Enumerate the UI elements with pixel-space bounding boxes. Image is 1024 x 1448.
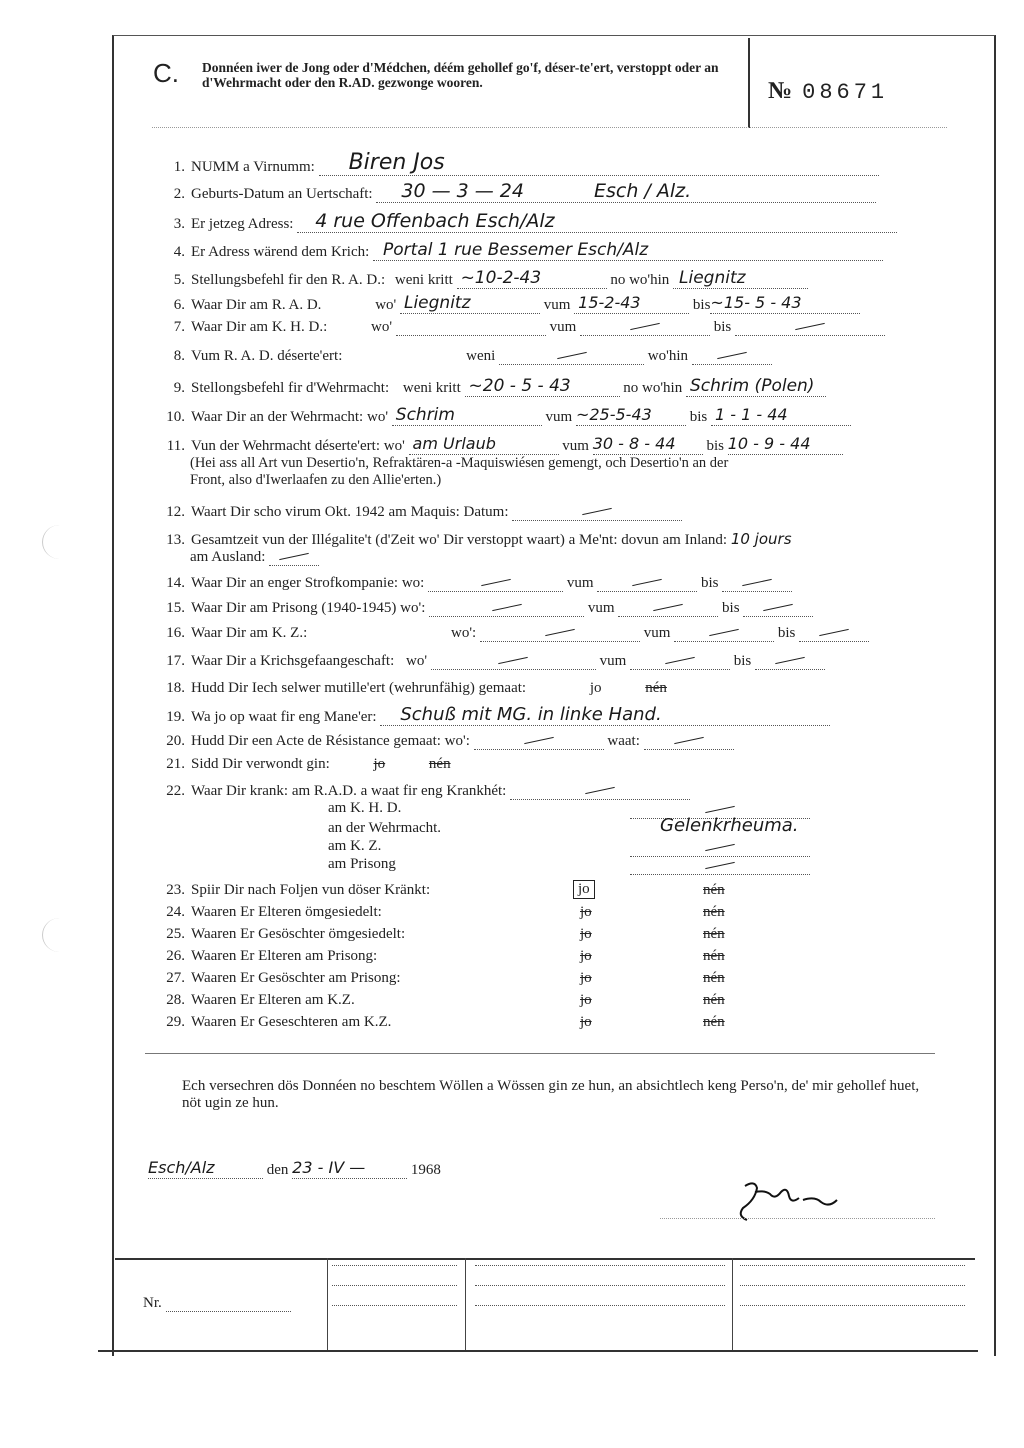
signoff-place: Esch/Alz bbox=[148, 1158, 215, 1177]
field-label: Waar Dir krank: am R.A.D. a waat fir eng Krankhét: bbox=[191, 783, 507, 799]
when-label: weni bbox=[466, 348, 496, 364]
illness-kz-field[interactable] bbox=[630, 838, 810, 857]
header-divider bbox=[748, 38, 750, 128]
field-label: Waar Dir a Krichsgefaangeschaft: bbox=[191, 653, 395, 669]
to-label: bis bbox=[722, 600, 740, 616]
mutilation-method: Schuß mit MG. in linke Hand. bbox=[400, 704, 662, 725]
field-22 bbox=[155, 782, 945, 800]
wehrmacht-destination: Schrim (Polen) bbox=[689, 376, 815, 396]
field-number: 15. bbox=[166, 600, 185, 616]
punch-hole bbox=[42, 525, 77, 559]
strafkompanie-from-field[interactable] bbox=[597, 574, 697, 592]
field-number: 20. bbox=[166, 733, 185, 749]
pow-to-field[interactable] bbox=[755, 652, 825, 670]
field-number: 4. bbox=[173, 244, 185, 260]
desertion-place-field[interactable] bbox=[409, 434, 559, 455]
field-number: 1. bbox=[173, 159, 185, 175]
illness-wehrmacht-label: an der Wehrmacht. bbox=[328, 820, 442, 836]
field-17 bbox=[155, 652, 945, 670]
field-label: Gesamtzeit vun der Illégalite't (d'Zeit wo' Dir verstoppt waart) a Me'nt: dovun am Inland: bbox=[191, 532, 728, 548]
footer-field[interactable] bbox=[475, 1305, 725, 1306]
current-address-field[interactable] bbox=[297, 210, 897, 233]
birth-date: 30 — 3 — 24 bbox=[401, 180, 524, 202]
field-23 bbox=[155, 882, 945, 899]
where-label: wo' bbox=[371, 319, 393, 335]
to-label: bis bbox=[777, 625, 796, 641]
blank-dash bbox=[557, 352, 587, 359]
field-26 bbox=[155, 948, 945, 965]
desertion-from-field[interactable] bbox=[593, 434, 703, 455]
blank-dash bbox=[705, 806, 735, 813]
blank-dash bbox=[545, 629, 575, 636]
self-mutilation-no[interactable]: nén bbox=[645, 680, 667, 696]
field-label: Spiir Dir nach Foljen vun döser Kränkt: bbox=[191, 882, 431, 898]
field-label: Waar Dir am R. A. D. bbox=[191, 297, 322, 313]
section-letter: C. bbox=[153, 58, 179, 88]
field-20 bbox=[155, 732, 945, 750]
abroad-field[interactable] bbox=[269, 548, 319, 566]
field-number: 2. bbox=[173, 186, 185, 202]
pow-from-field[interactable] bbox=[630, 652, 730, 670]
field-label: Waaren Er Geseschteren am K.Z. bbox=[191, 1014, 392, 1030]
abroad-label: am Ausland: bbox=[190, 549, 266, 565]
parents-kz-no[interactable]: nén bbox=[703, 992, 725, 1008]
blank-dash bbox=[499, 657, 529, 664]
to-label: bis bbox=[706, 438, 724, 454]
field-number: 13. bbox=[166, 532, 185, 548]
date-label: Datum: bbox=[463, 504, 509, 520]
field-label: Waaren Er Gesöschter am Prisong: bbox=[191, 970, 401, 986]
parents-prison-no[interactable]: nén bbox=[703, 948, 725, 964]
where-label: wo'hin bbox=[647, 348, 688, 364]
to-label: bis bbox=[713, 319, 732, 335]
field-label: Waart Dir scho virum Okt. 1942 am Maquis: bbox=[191, 504, 460, 520]
parents-prison-yes[interactable]: jo bbox=[580, 948, 592, 964]
field-number: 25. bbox=[166, 926, 185, 942]
kz-place-field[interactable] bbox=[480, 624, 640, 642]
field-number: 7. bbox=[173, 319, 185, 335]
field-29 bbox=[155, 1014, 945, 1031]
when-label: weni kritt bbox=[394, 272, 453, 288]
parents-kz-yes[interactable]: jo bbox=[580, 992, 592, 1008]
section-title: Donnéen iwer de Jong oder d'Médchen, déém gehollef go'f, déser-te'ert, verstoppt oder an d'Wehrmacht oder den R.AD. gezwonge wooren. bbox=[202, 60, 719, 90]
siblings-resettled-yes[interactable]: jo bbox=[580, 926, 592, 942]
signoff-line bbox=[148, 1158, 441, 1179]
signoff-date-field[interactable] bbox=[292, 1158, 407, 1179]
field-label: Waar Dir am Prisong (1940-1945) bbox=[191, 600, 397, 616]
blank-dash bbox=[742, 579, 772, 586]
siblings-prison-no[interactable]: nén bbox=[703, 970, 725, 986]
field-number: 27. bbox=[166, 970, 185, 986]
field-number: 12. bbox=[166, 504, 185, 520]
field-10 bbox=[155, 405, 945, 426]
khd-to-field[interactable] bbox=[735, 318, 885, 336]
field-number: 28. bbox=[166, 992, 185, 1008]
footer-field[interactable] bbox=[740, 1305, 965, 1306]
rad-place: Liegnitz bbox=[403, 293, 471, 313]
where-label: wo' bbox=[406, 653, 428, 669]
footer-field[interactable] bbox=[332, 1265, 457, 1266]
siblings-resettled-no[interactable]: nén bbox=[703, 926, 725, 942]
when-label: weni kritt bbox=[402, 380, 461, 396]
field-label: NUMM a Virnumm: bbox=[191, 159, 315, 175]
bottom-rule bbox=[98, 1350, 978, 1352]
illness-wehrmacht-value[interactable]: Gelenkrheuma. bbox=[660, 815, 799, 836]
rad-to-field[interactable] bbox=[710, 293, 860, 314]
field-label: Stellongsbefehl fir d'Wehrmacht: bbox=[191, 380, 390, 396]
field-25 bbox=[155, 926, 945, 943]
rad-order-date-field[interactable] bbox=[457, 268, 607, 289]
blank-dash bbox=[524, 737, 554, 744]
where-label: wo': bbox=[444, 733, 470, 749]
field-number: 26. bbox=[166, 948, 185, 964]
footer-column-divider bbox=[732, 1258, 733, 1350]
consequences-no[interactable]: nén bbox=[703, 882, 725, 898]
field-label: Waar Dir am K. Z.: bbox=[191, 625, 308, 641]
field-4 bbox=[155, 240, 945, 261]
wehrmacht-order-date: ~20 - 5 - 43 bbox=[468, 376, 571, 396]
field-label: Waaren Er Elteren am Prisong: bbox=[191, 948, 378, 964]
number-symbol: № bbox=[768, 78, 795, 104]
to-label: bis bbox=[700, 575, 719, 591]
field-label: Vun der Wehrmacht déserte'ert: bbox=[191, 438, 380, 454]
field-number: 14. bbox=[166, 575, 185, 591]
declaration-text: Ech versechren dös Donnéen no beschtem Wöllen a Wössen gin ze hun, an absichtlech keng Perso'n, de' mir gehollef huet, nöt ugin ze hun. bbox=[182, 1078, 920, 1111]
prison-from-field[interactable] bbox=[618, 599, 718, 617]
rad-place-field[interactable] bbox=[400, 293, 540, 314]
field-13 bbox=[155, 530, 945, 549]
field-3 bbox=[155, 210, 945, 233]
wehrmacht-to: 1 - 1 - 44 bbox=[714, 405, 788, 424]
from-label: vum bbox=[562, 438, 589, 454]
from-label: vum bbox=[545, 409, 573, 425]
signature bbox=[725, 1178, 845, 1236]
field-number: 9. bbox=[173, 380, 185, 396]
field-8 bbox=[155, 347, 945, 365]
from-label: vum bbox=[549, 319, 577, 335]
illness-kz-label: am K. Z. bbox=[328, 838, 382, 854]
birth-place: Esch / Alz. bbox=[593, 180, 692, 202]
birth-field[interactable] bbox=[376, 180, 876, 203]
name-field[interactable] bbox=[319, 150, 879, 176]
footer-field[interactable] bbox=[740, 1265, 965, 1266]
desert-rad-place-field[interactable] bbox=[692, 347, 772, 365]
illness-prison-field[interactable] bbox=[630, 856, 810, 875]
consequences-yes[interactable]: jo bbox=[573, 880, 595, 899]
field-12 bbox=[155, 503, 945, 521]
blank-dash bbox=[279, 553, 309, 560]
punch-hole bbox=[42, 918, 77, 952]
blank-dash bbox=[582, 508, 612, 515]
blank-dash bbox=[492, 604, 522, 611]
footer-column-divider bbox=[465, 1258, 466, 1350]
field-label: Waaren Er Elteren ömgesiedelt: bbox=[191, 904, 382, 920]
wehrmacht-from-field[interactable] bbox=[576, 405, 686, 426]
self-mutilation-yes[interactable]: jo bbox=[589, 680, 602, 696]
nr-label: Nr. bbox=[143, 1295, 162, 1311]
field-number: 8. bbox=[173, 348, 185, 364]
where-label: wo' bbox=[366, 409, 389, 425]
field-19 bbox=[155, 704, 945, 726]
field-label: Vum R. A. D. déserte'ert: bbox=[191, 348, 343, 364]
mutilation-method-field[interactable] bbox=[380, 704, 830, 726]
field-number: 24. bbox=[166, 904, 185, 920]
blank-dash bbox=[775, 657, 805, 664]
parents-resettled-yes[interactable]: jo bbox=[580, 904, 592, 920]
footer-rule bbox=[115, 1258, 975, 1260]
where-label: wo' bbox=[383, 438, 405, 454]
field-number: 17. bbox=[166, 653, 185, 669]
blank-dash bbox=[705, 844, 735, 851]
where-label: no wo'hin bbox=[610, 272, 670, 288]
war-address-value: Portal 1 rue Bessemer Esch/Alz bbox=[383, 240, 649, 260]
field-28 bbox=[155, 992, 945, 1009]
war-address-field[interactable] bbox=[373, 240, 883, 261]
field-13-abroad bbox=[190, 548, 980, 566]
field-14 bbox=[155, 574, 945, 592]
where-label: wo' bbox=[375, 297, 397, 313]
section-divider bbox=[145, 1053, 935, 1054]
footer-field[interactable] bbox=[475, 1285, 725, 1286]
from-label: vum bbox=[543, 297, 571, 313]
field-2 bbox=[155, 180, 945, 203]
wehrmacht-order-date-field[interactable] bbox=[465, 376, 620, 397]
signature-mark bbox=[725, 1178, 845, 1228]
blank-dash bbox=[795, 323, 825, 330]
footer-nr-field[interactable] bbox=[166, 1311, 291, 1312]
field-label: Waar Dir an enger Strofkompanie: bbox=[191, 575, 399, 591]
field-21 bbox=[155, 756, 945, 773]
footer-field[interactable] bbox=[332, 1285, 457, 1286]
strafkompanie-to-field[interactable] bbox=[722, 574, 792, 592]
footer-field[interactable] bbox=[332, 1305, 457, 1306]
parents-resettled-no[interactable]: nén bbox=[703, 904, 725, 920]
strafkompanie-place-field[interactable] bbox=[428, 574, 563, 592]
field-5 bbox=[155, 268, 945, 289]
field-number: 21. bbox=[166, 756, 185, 772]
blank-dash bbox=[674, 737, 704, 744]
signature-line bbox=[660, 1218, 935, 1219]
from-label: vum bbox=[599, 653, 627, 669]
field-number: 29. bbox=[166, 1014, 185, 1030]
prison-to-field[interactable] bbox=[743, 599, 813, 617]
field-label: Geburts-Datum an Uertschaft: bbox=[191, 186, 373, 202]
den-label: den bbox=[266, 1162, 289, 1178]
to-label: bis bbox=[689, 409, 708, 425]
field-label: Waar Dir am K. H. D.: bbox=[191, 319, 328, 335]
field-6 bbox=[155, 293, 945, 314]
field-label: Wa jo op waat fir eng Mane'er: bbox=[191, 709, 377, 725]
field-label: Waaren Er Elteren am K.Z. bbox=[191, 992, 355, 1008]
field-number: 3. bbox=[173, 216, 185, 232]
from-label: vum bbox=[643, 625, 671, 641]
current-address-value: 4 rue Offenbach Esch/Alz bbox=[315, 210, 555, 232]
field-label: Er jetzeg Adress: bbox=[191, 216, 294, 232]
prison-place-field[interactable] bbox=[429, 599, 584, 617]
pow-place-field[interactable] bbox=[431, 652, 596, 670]
siblings-kz-yes[interactable]: jo bbox=[580, 1014, 592, 1030]
rad-to: ~15- 5 - 43 bbox=[710, 293, 802, 312]
from-label: vum bbox=[587, 600, 615, 616]
name-value: Biren Jos bbox=[348, 150, 445, 175]
resistance-act-field[interactable] bbox=[644, 732, 734, 750]
field-label: Hudd Dir een Acte de Résistance gemaat: bbox=[191, 733, 441, 749]
rad-destination: Liegnitz bbox=[679, 268, 746, 288]
where-label: wo': bbox=[451, 625, 477, 641]
kz-to-field[interactable] bbox=[799, 624, 869, 642]
field-11-note: (Hei ass all Art vun Desertio'n, Refraktären-a -Maquiswiésen gemengt, och Desertio'n an der bbox=[190, 455, 729, 471]
maquis-date-field[interactable] bbox=[512, 503, 682, 521]
field-number: 18. bbox=[166, 680, 185, 696]
footer-nr bbox=[143, 1295, 291, 1312]
rad-destination-field[interactable] bbox=[673, 268, 808, 289]
resistance-place-field[interactable] bbox=[474, 732, 604, 750]
blank-dash bbox=[632, 579, 662, 586]
signoff-place-field[interactable] bbox=[148, 1158, 263, 1179]
wounded-no[interactable]: nén bbox=[428, 756, 451, 772]
header-rule bbox=[152, 127, 947, 128]
khd-from-field[interactable] bbox=[580, 318, 710, 336]
wehrmacht-to-field[interactable] bbox=[711, 405, 851, 426]
to-label: bis bbox=[692, 297, 711, 313]
wehrmacht-destination-field[interactable] bbox=[686, 376, 826, 397]
illness-rad-field[interactable] bbox=[510, 782, 690, 800]
desertion-to: 10 - 9 - 44 bbox=[727, 434, 811, 453]
blank-dash bbox=[630, 323, 660, 330]
siblings-kz-no[interactable]: nén bbox=[703, 1014, 725, 1030]
field-16 bbox=[155, 624, 945, 642]
footer-field[interactable] bbox=[740, 1285, 965, 1286]
field-number: 16. bbox=[166, 625, 185, 641]
desertion-from: 30 - 8 - 44 bbox=[592, 434, 676, 453]
kz-from-field[interactable] bbox=[674, 624, 774, 642]
blank-dash bbox=[654, 604, 684, 611]
what-label: waat: bbox=[607, 733, 640, 749]
field-number: 6. bbox=[173, 297, 185, 313]
rad-from-field[interactable] bbox=[574, 293, 689, 314]
field-11 bbox=[155, 434, 945, 455]
signoff-day: 23 - IV — bbox=[292, 1158, 366, 1177]
field-11-note-2: Front, also d'Iwerlaafen zu den Allie'erten.) bbox=[190, 472, 442, 488]
field-27 bbox=[155, 970, 945, 987]
siblings-prison-yes[interactable]: jo bbox=[580, 970, 592, 986]
desert-rad-date-field[interactable] bbox=[499, 347, 644, 365]
footer-field[interactable] bbox=[475, 1265, 725, 1266]
field-24 bbox=[155, 904, 945, 921]
rad-from: 15-2-43 bbox=[578, 293, 641, 312]
field-18 bbox=[155, 680, 945, 697]
field-1 bbox=[155, 150, 945, 176]
blank-dash bbox=[585, 787, 615, 794]
from-label: vum bbox=[566, 575, 594, 591]
blank-dash bbox=[481, 579, 511, 586]
field-7 bbox=[155, 318, 945, 336]
blank-dash bbox=[709, 629, 739, 636]
wounded-yes[interactable]: jo bbox=[373, 756, 386, 772]
field-15 bbox=[155, 599, 945, 617]
field-number: 11. bbox=[166, 438, 185, 454]
blank-dash bbox=[764, 604, 794, 611]
field-9 bbox=[155, 376, 945, 397]
illness-khd-label: am K. H. D. bbox=[328, 800, 402, 816]
wehrmacht-from: ~25-5-43 bbox=[575, 405, 652, 424]
to-label: bis bbox=[733, 653, 752, 669]
field-label: Hudd Dir Iech selwer mutille'ert (wehrunfähig) gemaat: bbox=[191, 680, 527, 696]
blank-dash bbox=[819, 629, 849, 636]
field-number: 10. bbox=[166, 409, 185, 425]
where-label: no wo'hin bbox=[623, 380, 683, 396]
wehrmacht-place-field[interactable] bbox=[392, 405, 542, 426]
field-label: Stellungsbefehl fir den R. A. D.: bbox=[191, 272, 386, 288]
field-number: 23. bbox=[166, 882, 185, 898]
inland-duration[interactable]: 10 jours bbox=[730, 530, 792, 548]
khd-place-field[interactable] bbox=[396, 335, 546, 336]
wehrmacht-place: Schrim bbox=[395, 405, 455, 425]
where-label: wo: bbox=[401, 575, 425, 591]
blank-dash bbox=[665, 657, 695, 664]
where-label: wo': bbox=[400, 600, 426, 616]
field-label: Waar Dir an der Wehrmacht: bbox=[191, 409, 364, 425]
field-label: Waaren Er Gesöschter ömgesiedelt: bbox=[191, 926, 406, 942]
desertion-place: am Urlaub bbox=[412, 434, 496, 453]
field-number: 22. bbox=[166, 783, 185, 799]
field-label: Sidd Dir verwondt gin: bbox=[191, 756, 330, 772]
desertion-to-field[interactable] bbox=[728, 434, 843, 455]
rad-order-date: ~10-2-43 bbox=[460, 268, 542, 288]
blank-dash bbox=[717, 352, 747, 359]
blank-dash bbox=[705, 862, 735, 869]
field-number: 19. bbox=[166, 709, 185, 725]
illness-prison-label: am Prisong bbox=[328, 856, 396, 872]
document-number bbox=[768, 78, 888, 105]
field-number: 5. bbox=[173, 272, 185, 288]
signoff-year: 1968 bbox=[410, 1162, 441, 1178]
footer-column-divider bbox=[327, 1258, 328, 1350]
field-label: Er Adress wärend dem Krich: bbox=[191, 244, 370, 260]
number-value: 08671 bbox=[802, 80, 889, 105]
